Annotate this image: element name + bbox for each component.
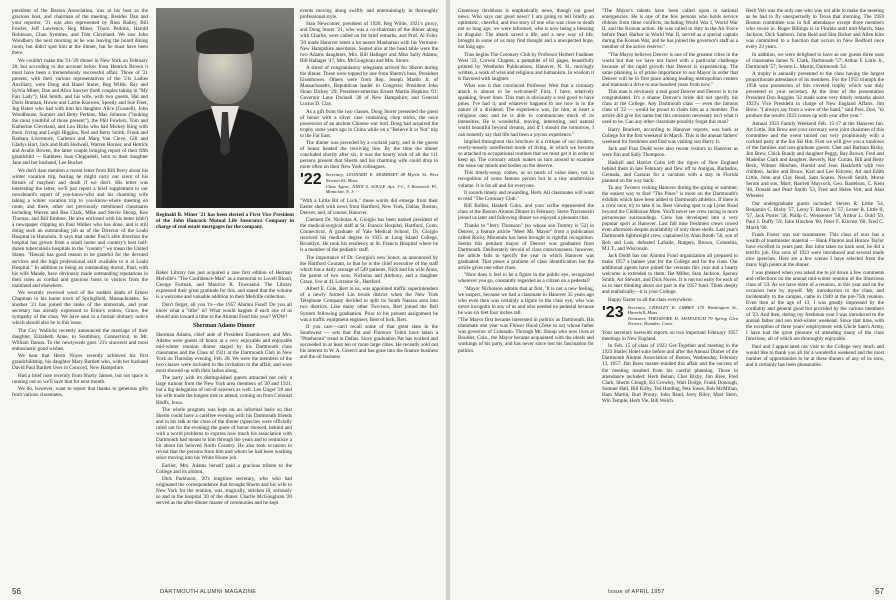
paragraph: As a gift from the two classes, Doug Storer presented the guest of honor with a silver case containing chop sticks, the once possession of an ancient Chinese war lord. Doug had acquired the trophy some years ago in China while on a "Believe It or Not" trip to the Far East.: [300, 108, 438, 139]
paragraph: The Coy Wallicks recently announced the marriage of their daughter, Elizabeth Anne, in Southbury, Connecticut, to Mr. William Danon. To the newlyweds goes '21's sincerest and most enthusiastic good wishes.: [12, 327, 148, 352]
right-column-1: [458, 8, 594, 578]
paragraph: Herb Veit was the only one who was not able to make the meeting as he had to fly unexpectedly to Texas that morning. The 1959 Boston committee was in full attendance except three members who swore in. Roger Billings is in Florida until mid-March, Stan Jackson, Dick Sanborn. John Reid and Sim Ricker and Allen Kim was committed to a function that occurs in New Bedford once every 23 years.: [746, 8, 884, 51]
paragraph: Annual 1923 Family Weekend Feb. 15-17 at the Hanover Inn. Art Little, Jim Brew and your secretary were joint chairmen of this committee and the event turned out very propitiously with a cocktail party at the Inn Ski Hut. First we will give you a rundown of the families and non-graduate guests: Chet and Barbara Bixby, Jim Brew, Chick Bundy and daughter Peggy, Ray Brown, Fred and Madeline Clark and daughter, Beverly, Ray Curran, Bill and Betty Beck, Wilmer Hinchen, Harold and Jean Haskforth with two children, Jackie and Bruce, Karl and Lee Kilcrest, Art and Edith Little, John and Clay Read, Sam Soares, Newell Smith, Morse Serum and son, Mort, Harriett Maycock, Geo. Bartelson, C. Kent '46, Donald and Pearl Smith '53, Fred and Helen Veit, and Alan Wheeler.: [746, 120, 884, 200]
paragraph: We couldn't make the '21-'20 dinner in New York on February 28, but according to the account below from Henrick Brown it must have been a tremendously successful affair. Those of '21 present, with their various representatives of the '21s Ladies Auxiliary, were Doug and Hazel Storer, Reg Wilde, Ray and Sylvia Miner, Dan and Alice Sawyer (both couples taking in "My Fair Lady"), Hal Smith, and his wife, with two guests, Hal and Doris Braman, Howie and Lartie Knowen, Speedy and Sue Fleet, Jug Baker who had with him his daughter Alice (Gosnell), John Woodhouse, Sumner and Betty Perkins, Mac Johnson ("looking the most youthful of those present"), the Phil Fowlers, Tom and Katherine Cleveland, and Lou Hicks who had Mickey King with them. Irving and Leigh Higgins, Ned and Betty Smith, Frank and Barbara Livermore, Carleton and Marg Van Cleve, Gill and Gladys Hart, Jack and Ruth Hudwell, Warren Horner, and Hetrick and Avalin Bowen, the latter couple bringing report of their fifth grandchild — Kathleen Joan Chippedell, born to their daughter Jane and her husband, Lee Bucher.: [12, 57, 148, 167]
paragraph: Your secretary herewith reports on two important February 1957 meetings in New England.: [602, 329, 738, 342]
photo-hair: [196, 28, 254, 54]
paragraph: Albert E. Cole, Bert to us, was appointed traffic superintendent of a newly formed Lin brook district when the New York Telephone Company decided to split its South Nassau area into two districts. Like many other Two-tors, Bert joined the Bell System following graduation. Prior to his present assignment he was a traffic equipment engineer, Best of luck, Bert.: [300, 286, 438, 323]
paragraph: To any Twoters visiting Hanover during the spring or summer, the easiest way to find "The Pines" is more on the Dartmouth's exhibits which have been added to Dartmouth athletics. If there is a crew race, try to take it in. Best viewing spot is up Lyme Road beyond the Clubhouse Mote. You'll never see crew racing in more picturesque surroundings. Crew has developed into a very popular sport at Hanover. Last fall nine freshmen crews rowed even afternoon despite availability of only three shells. Last year's Dartmouth lightweight crew, captained by Alan Booth '56, son of Bob and Lois, defeated LaSalle, Rutgers, Brown, Columbia, M.I.T., and Wisconsin.: [602, 185, 738, 252]
paragraph: "With a Little Bit of Luck," those words did emerge from their Easter shell with news from Hartford, New York, Dallas, Boston, Denver, and, of course, Hanover.: [300, 197, 438, 216]
paragraph: We don't dare mention a recent letter from Bill Perry about his winter vacation trip, fearing he might carry our scent of his threats of mayhem and death if we don't. His letter was interesting the letter, we'll just report a brief supplement to our newsboard's report of you-know-who and his charming wife taking a winter vacation trip to you-know-where meeting en route, and there, other not previously mentioned classmates including Warren and Bea Clark, Mike and Stevie Shoup, Ken Thomas, and Bill Embree. He also enclosed with his letter (shh!) a newspaper clipping on Paul Walker who has done, and is still doing such an outstanding job as of the Director of the Leahi Hospital in Honolulu. It says that under Paul's able direction the hospital has grown from a small home and country's best half-dozen tuberculosis hospitals in the "country" we mean the United States. "Hawaii has good reason to be grateful for the devoted services and the high professional skill available to it at Leahi Hospital." In addition to being an outstanding doctor, Paul, with his wife Maude, have obviously made outstanding reputations in their roles as cordial and gracious hosts to visitors from the mainland and elsewhere.: [12, 167, 148, 289]
paragraph: "The Mayor believes Denver is one of the greatest cities in the world but that we have not faced with a particular challenge because of the rapid growth that Denver is experiencing. The same planning is of prime importance to our Mayor in order that Denver will be in first place among leading metropolitan centers and maintain a drive to one hundred years from now.": [602, 51, 738, 88]
paragraph: Haskell and Harriet Cohn left the rigors of New England behind them in late February and flew off to Antigua, Barbados, Grenada, and Caracas for a vacation with a stay in Florida planned on the way back.: [602, 159, 738, 184]
paragraph: We recently received word of the sudden death of Ernest Chapman in his home town of Springfield, Massachusetts. So another '21 has joined the ranks of the immortals, and your secretary has already expressed to Ernie's widow, Grace, the sympathy of the class. We have sent in a formal obituary notice which should also be in this issue.: [12, 290, 148, 327]
paragraph: Implied throughout this brochure is a critique of our modern, overly-tensely unreflected mode of living, in which we become so attached to occupational routines that we must get it in order to keep up. The coronary attack makes us turn around to examine the issue our minds and bodies on the deserve.: [458, 138, 594, 170]
class-treasurer: Treasurer, THEODORE H. SHAPLEIGH 79 Spring Glen Terrace, Hamden, Conn.: [627, 315, 738, 327]
paragraph: Paul and I appreciated our visit to the College very much and would like to thank you all for a wonderful weekend and the most number of opportunities to be at these dinners of any of its sons, and it certainly has been pleasurable.: [746, 343, 884, 368]
paragraph: A trophy is annually presented to the class having the largest proportionate attendance of its members. For the 1955 triumph the 1958 won possession of this coveted trophy which was duly presented to your secretary. At the time of the presentation President Don Ruggles '32 made some very timely remarks about 1923's Vice President in charge of New England Affairs, Jim Brew. "I always say from a wave of the hand," said Pres. Don, "to produce the results 1923 comes up with year after year.": [746, 71, 884, 120]
paragraph: In Feb. 15 of class of 1923 Get-Together and meeting in the 1923 Statler Hotel suite before and after the Annual Dinner of the Dartmouth Alumni Association of Boston, Wednesday, February 13, 1957. Jim Brew master-minded this affair and the success of the meeting resulted from his careful planning. Those in attendance included: Herb Behan, Chet Bixby, Jim Bree, Fred Clark, Sherm Clough, Ed Crowley, Walt Dodge, Frank Donough, Sumner Hall, Bill Kirby, Ted Harding, Pete Jones, Bob McMillan, Ham Martin, Burt Prouty, John Read, Jerry Riley, Mort Stern, Win Temple, Herb Vie, Bill Welch.: [602, 343, 738, 404]
paragraph: This man is obviously a real good Denver and Denver is to be congratulated. It's a shame Denver's bride did not specify his class at the College. Any Dartmouth class — even the famous class of '22 — would be proud to claim him as a member. The article did give his name but this omission necessary isn't what it used to be. Can any other classmate possibly forget this man?: [602, 89, 738, 126]
class-agent: Class Agent, JOHN S. SOULE Apt. 3-C, 5 Roosevelt Pl., Montclair, N. J.: [325, 183, 438, 195]
paragraph: Earlier, Mrs. Adams herself paid a gracious tribute to the College and its alumni.: [156, 462, 292, 475]
paragraph: This timely-essay comes, as so much of value does, not in recognition of some famous person but in a tiny unobtrusive volume. It is for all and for everyone.: [458, 170, 594, 189]
paragraph: What was it that convinced Professor West that a coronary attack is almost to be welcomed? First, I have, relatively speaking, fewer lines. This man is obviously a real good to have pines. I've had it, and whatever happens to me now is in the nature of a dividend. The experience was, for him, at heart a religious one; and he is able to communicate much of its intensities. He is wonderful, moving, interesting, and natural world beautiful beyond dreams, and if I should the tomorrow, I can honestly say that life had been a joyous experience.": [458, 83, 594, 138]
paragraph: The importance of Dr. Georgio's new honor, as announced by the Hartford Courant, in that he is the chief executive of the staff which has a daily average of 549 patients. Nick and his wife Anna, the parent of two sons, Nicholas and Anthony, and a daughter Grace, live at 41 Lorraine St., Hartford.: [300, 254, 438, 285]
paragraph: We hear that Herm Noyes recently achieved his first grandchildship, his daughter Mary Bartlett who, with her husband David Paul Bartlett lives in Concord, New Hampshire.: [12, 353, 148, 372]
page-number-right: 57: [875, 587, 884, 596]
class-23-header: [602, 305, 738, 327]
paragraph: Don't forget, all you 't's—the 1957 Alumni Fund! Do you all know what a "tithe" is? What would happen if each one of us should aim toward a tithe to the Alumni Fund this year? WOW!: [156, 301, 292, 320]
paragraph: Sherman Adams, chief aide of President Eisenhower, and Mrs. Adams were guests of honor at a very enjoyable and enjoyable mid-winter reunion dinner staged by his Dartmouth class classmates and the Class of 1921 at the Dartmouth Club in New York on Thursday evening, Feb. 28. We were the members of the two classes were included in the invitation to the affair, and soon most showed up with their ladies along.: [156, 331, 292, 374]
class-secretary: Secretary, LEONARD E. MORRISEY 48 Myrtle St. West Newton 65, Mass.: [325, 172, 438, 183]
class-secretary: Secretary, CHESLEY K. LIBBEY 170 Washington St., Haverhill, Mass.: [627, 304, 738, 316]
left-column-3: [300, 8, 438, 578]
portrait-photo: [156, 8, 294, 208]
paragraph: If you care—can't recall some of that great state in the Southwest — sets that Pat and Florence Tobin have taken a "Pinehursta" trend in Dallas. Since graduation Pat has worked and succeeded in at least ten or more large cities. He recently sold out his interest in W. A. Green's and has gone into the finance business and the oil business: [300, 323, 438, 361]
left-column-1: [12, 8, 148, 578]
paragraph: A shred of congratulatory telegrams arrived for Sherm during the dinner. These were topped by one from Sherm's boss, President Eisenhower. Others were from Rep. Joseph Martin Jr. of Massachusetts, Republican leader in Congress; President John Sloan Dickey '29; President-emeritus Ernest Martin Hopkins '01; Governor Lane Dwinell '28 of New Hampshire; and General Lucius D. Clay.: [300, 65, 438, 108]
paragraph: I was pleased when you asked me to jot down a few comments and reflections on the annual mid-winter reunion of the illustrious class of '23. As we have more of a reunion, in this year and on the occasion here by myself. My introduction to the class, and incidentally to the campus, came in 1949 at the pre-75th reunion. Even then at the age of 13, I was greatly impressed by the cordiality and general good fun provided by the various members of '23. And then, during my freshman year I was introduced to the annual father and son mid-winter weekend. Since that time, with the exception of three years' employment with Uncle Sam's Army, I have had the great pleasure of attending many of the class functions, all of which are thoroughly enjoyable.: [746, 269, 884, 343]
paragraph: "The Mayor first became interested in politics as Dartmouth. His classmate one year was Flower Hood (Zeke to us) whose father was governor of Colorado. Through Mr. Shoup who now lives at Boulder, Colo., the Mayor became acquainted with the ideals and workings of his party, and has never since lost his fascination for politics.: [458, 317, 594, 354]
paragraph: Our undergraduate guests included: Steven R. Little '54, Benjamin C. Bixby '57, Leroy T. Brown Jr. '57, Lester R. Little II, '57, Jack Porter '58, Philip C. Weissemer '58, Arthur L. Ould '59, Paul J. Duffy '59, John Hinchen '60, Peter F. Kilcrest '60, Fred C. Marsh '60.: [746, 200, 884, 231]
left-page: [0, 0, 446, 600]
paragraph: "The Mayor's talents have been called upon in national emergencies. He is one of the few persons who holds service ribbons from three conflicts, including World War I, World War II, and the Korean action. He was called to duty in the Air Force before Pearl Harbor in World War II, served as a special captain during the Korean War, and he has joined the governor's staff as a member of the active reserve.": [602, 8, 738, 51]
right-column-2: [602, 8, 738, 578]
paragraph: Happy Easter to all the class everywhere.: [608, 296, 693, 303]
paragraph: Greenway throbhoss is emphatically news, though not good news. Who says our good news? I am going to tell briefly an optimistic, cheerful, and true story of one who was close to death not so long ago, we were informed, who is now being a blessing in disguise. The attack saved a life, and a new way of life, brought in some of us may find thought and a unexpected hope, not long ago.: [458, 8, 594, 51]
class-numeral: '22: [300, 171, 322, 189]
section-title-sherman: Sherman Adams Dinner: [192, 322, 255, 329]
paragraph: president of the Boston Association, was at his best as the gracious host, and chairman of the meeting. Besides Dan and your reporter, '21 was also represented by Russ Bailey, Bill Fowler, Jeff Lawrence, Reg Miner, Thorn Perkins, Harold Robinson, Chan Symmes, and Tom Cleveland. We saw John Woodbury the next morning as he was leaving the board dining room, but didn't spot him at the dinner, but he must have been there.: [12, 8, 148, 57]
right-page: [450, 0, 896, 600]
left-column-2: [156, 270, 292, 578]
class-numeral: '23: [602, 303, 624, 321]
paragraph: events moving along swiftly and entertainingly in thoroughly professional style.: [300, 8, 438, 21]
paragraph: The dinner was preceded by a cocktail party, and in the guests of honor headed the receiving line. By the time the dinner concluded shortly after six, it was the hearty wish of all the 111 persons present that Sherm and his charming wife could drop in more often on their New York colleagues.: [300, 140, 438, 171]
photo-block: [156, 8, 294, 266]
right-column-3: [746, 8, 884, 578]
paragraph: We do, however, want to report that thanks to generous gifts from various classmates,: [12, 385, 148, 398]
photo-caption: Reginald B. Miner '21 has been elected a First Vice President of the John Hancock Mutual Life Insurance Company in charge of real estate mortgages for the company.: [156, 212, 294, 231]
paragraph: Thus begins The Coronary Club by Professor Herbert Faulkner West '22, Corwin Chapter, a pamphlet of 63 pages, beautifully printed by Westholm Publications, Hanover, N. H., movingly written, a work of wise and religious and humanism. In wisdom it is flavored with laughter.: [458, 51, 594, 82]
paragraph: "Mayor Nicholson admits that at first, 'It is not a new feeling, we suspect, because we had a classmate in Hanover 35 years ago who even then was certainly a figure in the class eye, who was never incognito to any of us and who needed no pedestal because he was six feet four inches tall.: [458, 285, 594, 316]
paragraph: Clement Dr. Nicholas A. Giorgio has been named president of the medical-surgical staff at St. Francis Hospital, Hartford, Conn. Connecticut. A graduate of Yale Medical School, Dr. Giorgio received his medical degree in 1925 at Long Island College, Brooklyn. He took his residency at St. Francis Hospital where he is a member of the pediatric staff.: [300, 217, 438, 254]
paragraph: Dick Parkhurst, '20's longtime secretary, who who had originated the correspondence that brought Sherm and his wife to New York for the reunion, was, tragically, stricken ill, seriously so and in the hospital '20 of the dinner. Charlie McGoughran '20 served as the after-dinner master of ceremonies and he kept: [156, 475, 292, 507]
class-22-header: [300, 172, 438, 194]
paragraph: It sounds timely and rewarding, Herb. All classmates will want to read "The Coronary Club.": [458, 189, 594, 202]
footer-left: DARTMOUTH ALUMNI MAGAZINE: [160, 589, 257, 595]
paragraph: Thanks to "Jerry Thomson" (so whose son Tommy is '52) in Denver, a feature article "Meet Mr. Mayor" from a publication called Rocky Mountain has been brought to rightful recognition. Seems this petulant mayor of Denver was graduated from Dartmouth. Deliberately devoid of class consciousness, however, the article fails to specify the year in which Hanover was graduated. That poses a problem of class identification but the article gives one other clues.: [458, 222, 594, 271]
footer-right: Issue of APRIL 1957: [608, 589, 665, 595]
paragraph: Stan Newcomer, president of 1920, Reg Wilde, 1921's proxy, and Doug Storer '21, who was a co-chairman of the dinner along with Charlie, were called on for brief remarks, and Prof. Al Foley '20 made Hanover seem a lot nearer Manhattan with his Vermont-New Hampshire anecdotes. Seated also at the head table were the two Adams daughters, Mrs. Bill Hallager and Miss Sally Adams, Bill Hallager '47, Mrs. McGoughran and Mrs. Storer.: [300, 21, 438, 64]
paragraph: Jack and Fran Dodd were also recent visitors in Hanover as were Jim and Sally Thompson.: [602, 146, 738, 159]
page-number-left: 56: [12, 587, 21, 596]
paragraph: Bill Bullen, Haskell Cohn, and your scribe represented the class at the Boston Alumni Dinner in February. Steve Trzcienecki joined us later and following dinner we enjoyed a pleasant chat.: [458, 203, 594, 222]
paragraph: Harry Brackett, according to Hanover reports, was back at College for the first weekend in March. This is the annual fathers' weekend for freshmen and Dad was visiting son Harry Jr.: [602, 126, 738, 145]
paragraph: Frank Foster was our toastmaster. This class of ours has a wealth of toastmaster material — Hank Plauton and Horace Taylor have excelled in years past. But John takes no back seat, he did a terrific job. Our sons of 1923 were introduced and several made nice speeches. Here are a few scenes I have selected from the many high points at the dinner.: [746, 232, 884, 269]
paragraph: The party with its distinguished guests attracted not only a large turnout from the New York area members of '20 and 1921, but a big delegation of out-of-towners as well. Leo Unger '20 and his wife made the longest trek to attend, coming on from Colonial Bluffs, Iowa.: [156, 375, 292, 406]
paragraph: In addition, we were delighted to have as our guests three sons of classmates James N. Clark, Dartmouth '57; Arthur F. Little Jr., Dartmouth '57; Severn L. Martin, Dartmouth '54.: [746, 51, 884, 70]
paragraph: Jack Dodd has our Alumni Fund organization all prepared to make 1957 a banner year for the College and for the class. Our additional agents have joined the veterans this year and a hearty welcome is extended to them: Ike Miller, Stan Jackson, Spenny Smith, Art Stewart, and Dick Noves. It is not too early for each of us to start thinking about our part in the 1957 fund. Think deeply and realistically—it is your College.: [602, 252, 738, 296]
paragraph: The whole program was kept on an informal basis so that Sherm could have a carefree evening with his Dartmouth friends and in his talk at the close of the dinner (speeches were officially ruled out for the evening) the guest of honor showed, behind and with a world problems to express how much his association with Dartmouth had meant to him through the years and to reminisce a bit about his beloved North Country. He also took occasion to reveal that the persons from him and whom he had been working since moving into his White House job.: [156, 406, 292, 462]
paragraph: Baker Library has just acquired a rare first edition of Herman Melville's "The Confidence-Man" as a memorial to Lovell Blood, George Forman, and Maurice R. Townsend. The Library expressed their great gratitude for this, and stated that the volume is a welcome and valuable addition to their Melville collection.: [156, 270, 292, 301]
paragraph: Had a brief note recently from Shorty Jansen, but out space is running out so we'll save that for next month.: [12, 372, 148, 385]
paragraph: "How does it feel to be a figure in the public eye, recognized wherever you go, constantly regarded as a citizen on a pedestal?: [458, 272, 594, 285]
